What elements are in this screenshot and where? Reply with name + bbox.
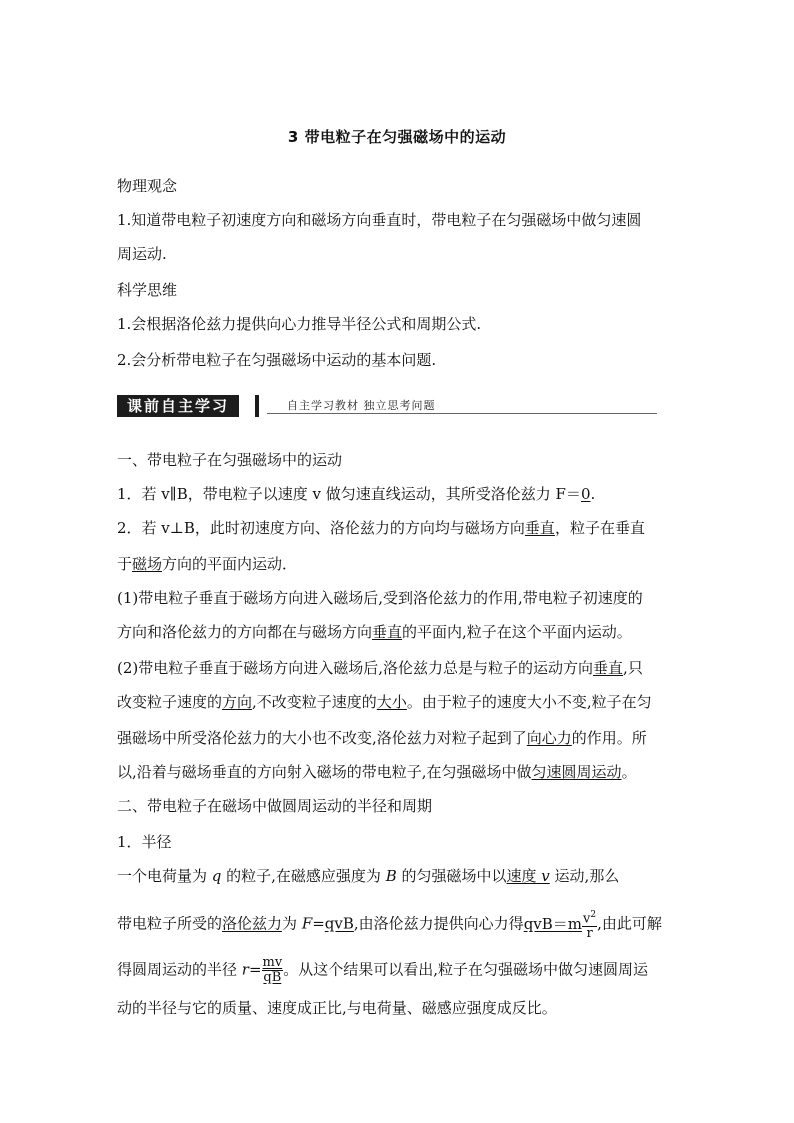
paragraph-line: 于磁场方向的平面内运动． [117,555,298,573]
paragraph-line: 强磁场中所受洛伦兹力的大小也不改变,洛伦兹力对粒子起到了向心力的作用。所 [117,729,647,747]
paragraph-line: 带电粒子所受的洛伦兹力为 F=qvB,由洛伦兹力提供向心力得qvB＝m $\frac{v^2}{r}$ ,由此可解 [117,910,662,942]
paragraph-line: 2．若 v⊥B，此时初速度方向、洛伦兹力的方向均与磁场方向垂直，粒子在垂直 [117,519,645,537]
banner-label: 课前自主学习 [117,395,239,417]
answer-blank: 垂直 [593,659,624,677]
sub-heading: 1．半径 [117,833,172,851]
paragraph-line: 一个电荷量为 q 的粒子,在磁感应强度为 B 的匀强磁场中以速度 v 运动,那么 [117,867,620,885]
answer-blank: 0 [580,485,591,503]
answer-blank: 洛伦兹力 [222,914,283,933]
section-banner [117,395,657,417]
answer-blank: 磁场 [132,555,163,573]
paragraph-line: 动的半径与它的质量、速度成正比,与电荷量、磁感应强度成反比。 [117,999,557,1017]
section-heading-scientific-thinking: 科学思维 [117,281,178,299]
fraction-mv-over-qb: $\frac{mv}{qB}$ [262,955,283,985]
fraction-v2-over-r: $\frac{v^2}{r}$ [583,910,597,942]
answer-blank: 垂直 [524,519,555,537]
paragraph-line: (2)带电粒子垂直于磁场方向进入磁场后,洛伦兹力总是与粒子的运动方向垂直,只 [117,659,643,677]
paragraph-line: 得圆周运动的半径 r= $\frac{mv}{qB}$ 。从这个结果可以看出,粒子在匀强磁场中做匀速圆周运 [117,955,648,985]
objective-line: 2.会分析带电粒子在匀强磁场中运动的基本问题. [117,351,437,369]
objective-line: 周运动. [117,245,167,263]
paragraph-line: 1．若 v∥B，带电粒子以速度 v 做匀速直线运动，其所受洛伦兹力 F＝0. [117,485,596,503]
answer-blank: 匀速圆周运动 [531,763,622,781]
answer-blank: qvB [324,914,354,933]
page-title: 3 带电粒子在匀强磁场中的运动 [287,128,507,146]
objective-line: 1.知道带电粒子初速度方向和磁场方向垂直时，带电粒子在匀强磁场中做匀速圆 [117,211,642,229]
banner-divider [255,395,259,417]
answer-blank: 速度 v [506,867,550,885]
paragraph-line: (1)带电粒子垂直于磁场方向进入磁场后,受到洛伦兹力的作用,带电粒子初速度的 [117,589,643,607]
answer-blank: 垂直 [372,623,403,641]
banner-rule [267,413,657,414]
answer-blank: qvB＝m $\frac{v^2}{r}$ [523,910,597,942]
section-heading-physics-concept: 物理观念 [117,177,178,195]
banner-subtitle: 自主学习教材 独立思考问题 [287,399,436,412]
objective-line: 1.会根据洛伦兹力提供向心力推导半径公式和周期公式. [117,315,482,333]
paragraph-line: 以,沿着与磁场垂直的方向射入磁场的带电粒子,在匀强磁场中做匀速圆周运动。 [117,763,637,781]
part-heading: 二、带电粒子在磁场中做圆周运动的半径和周期 [117,797,433,815]
answer-blank: 向心力 [526,729,572,747]
paragraph-line: 改变粒子速度的方向,不改变粒子速度的大小。由于粒子的速度大小不变,粒子在匀 [117,693,652,711]
answer-blank: 大小 [376,693,407,711]
answer-blank: 方向 [222,693,253,711]
paragraph-line: 方向和洛伦兹力的方向都在与磁场方向垂直的平面内,粒子在这个平面内运动。 [117,623,632,641]
part-heading: 一、带电粒子在匀强磁场中的运动 [117,451,343,469]
